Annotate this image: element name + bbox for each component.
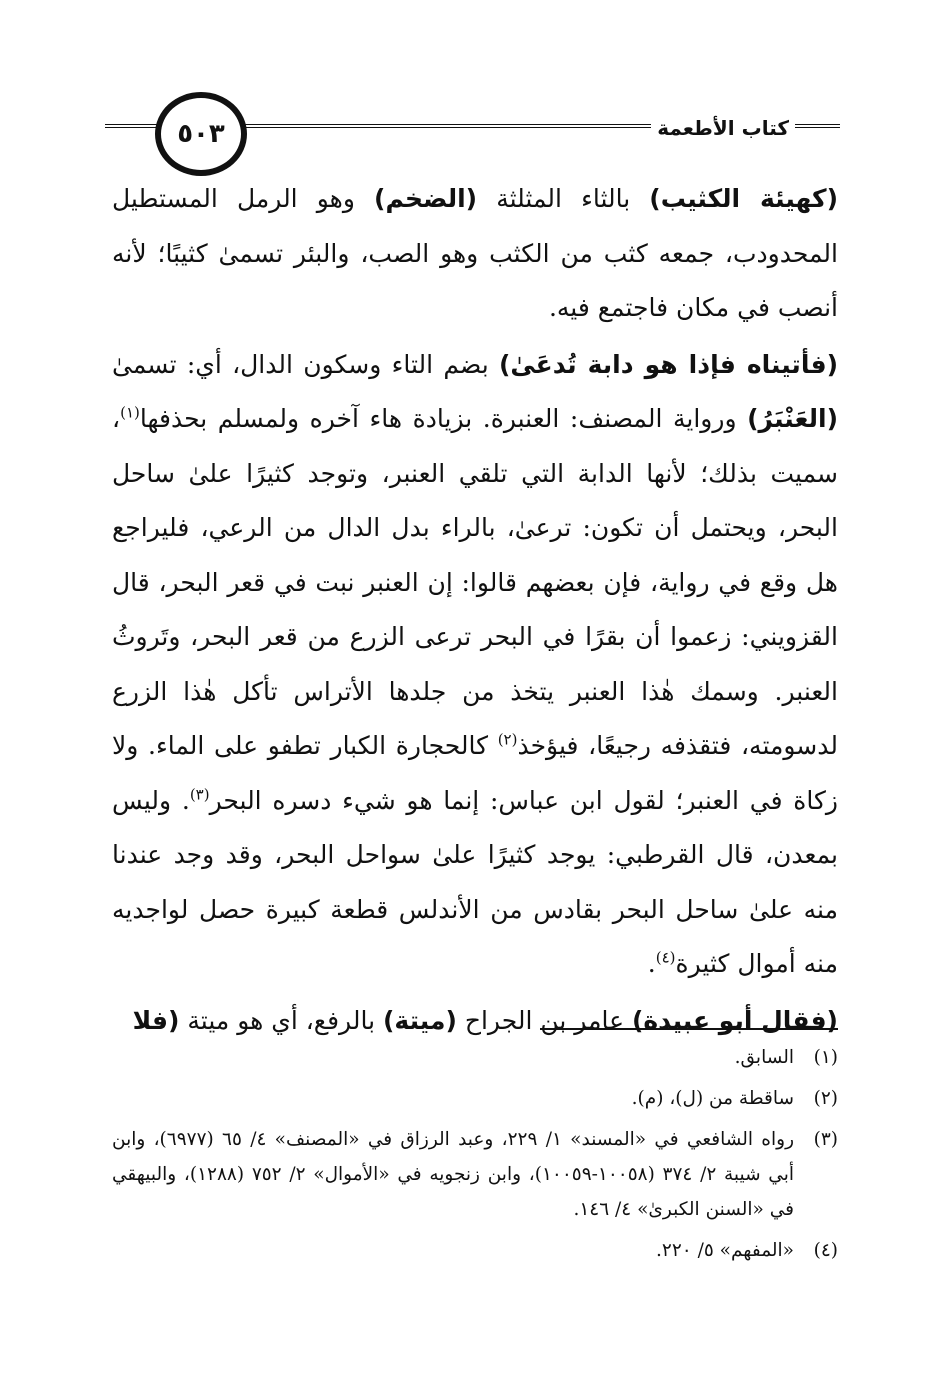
footnote-number: (٢) [813, 1088, 838, 1109]
footnote-number: (٤) [813, 1240, 838, 1261]
footnote-ref-4[interactable]: (٤) [655, 948, 676, 967]
commentary-text: ، سميت بذلك؛ لأنها الدابة التي تلقي العنبر، وتوجد كثيرًا علىٰ ساحل البحر، ويحتمل أن تكون: ترعىٰ، بالراء بدل الدال من الرعي، فليراجع هل وقع في رواية، فإن بعضهم قالوا: إن العنبر نبت في قعر البحر، قال القزويني: زعموا أن بقرًا في البحر ترعى الزرع من قعر البحر، وتَروثُ العنبر. وسمك هٰذا العنبر يتخذ من جلدها الأتراس تأكل هٰذا الزرع لدسومته، فتقذفه رجيعًا، فيؤخذ [112, 404, 838, 760]
quoted-text: (فقال أبو عبيدة) [631, 1005, 838, 1035]
page-number: ٥٠٣ [155, 92, 247, 176]
footnote-text: السابق. [734, 1047, 794, 1068]
footnote-1 [112, 1040, 838, 1075]
commentary-text: كالحجارة الكبار تطفو على الماء. ولا زكاة في العنبر؛ لقول ابن عباس: إنما هو شيء دسره البحر [112, 731, 838, 815]
commentary-text: بالثاء المثلثة [477, 184, 650, 213]
footnote-ref-2[interactable]: (٢) [497, 730, 518, 749]
footnote-text: رواه الشافعي في «المسند» ١/ ٢٢٩، وعبد الرزاق في «المصنف» ٤/ ٦٥ (٦٩٧٧)، وابن أبي شيبة ٢/ ٣٧٤ (١٠٠٥٨-١٠٠٥٩)، وابن زنجويه في «الأموال» ٢/ ٧٥٢ (١٢٨٨)، والبيهقي في «السنن الكبرىٰ» ٤/ ١٤٦. [112, 1129, 795, 1220]
footnote-number: (٣) [813, 1129, 838, 1150]
quoted-text: (فأتيناه فإذا هو دابة تُدعَىٰ) [498, 349, 838, 379]
footnote-divider [540, 1028, 838, 1030]
running-title: كتاب الأطعمة [651, 116, 795, 140]
footnote-number: (١) [813, 1047, 838, 1068]
page-header [105, 92, 840, 172]
quoted-text: (ميتة) [382, 1005, 457, 1035]
footnote-ref-1[interactable]: (١) [120, 403, 140, 422]
quoted-text: (فلا [132, 1005, 180, 1035]
commentary-text: عامر بن الجراح [456, 1005, 632, 1035]
quoted-text: (العَنْبَرُ) [747, 404, 838, 433]
footnote-2 [112, 1081, 838, 1116]
commentary-text: بالرفع، أي هو ميتة [179, 1005, 383, 1035]
commentary-text: بضم التاء وسكون الدال، أي: تسمىٰ [112, 349, 499, 379]
footnote-3 [112, 1122, 838, 1227]
footnote-text: ساقطة من (ل)، (م). [631, 1088, 794, 1109]
commentary-text: . وليس بمعدن، قال القرطبي: يوجد كثيرًا علىٰ سواحل البحر، وقد وجد عندنا منه علىٰ ساحل البحر بقادس من الأندلس قطعة كبيرة حصل لواجديه منه أموال كثيرة [112, 785, 838, 978]
footnote-4 [112, 1233, 838, 1268]
quoted-text: (الضخم) [374, 184, 478, 213]
commentary-text: وهو الرمل المستطيل المحدودب، جمعه كثب من الكثب وهو الصب، والبئر تسمىٰ كثيبًا؛ لأنه أنصب في مكان فاجتمع فيه. [112, 184, 838, 322]
main-text [112, 172, 838, 1048]
paragraph-1 [112, 172, 838, 336]
footnote-ref-3[interactable]: (٣) [189, 785, 210, 804]
footnote-text: «المفهم» ٥/ ٢٢٠. [656, 1240, 794, 1261]
footnotes [112, 1040, 838, 1274]
paragraph-2 [112, 338, 838, 992]
quoted-text: (كهيئة الكثيب) [649, 184, 838, 213]
commentary-text: ورواية المصنف: العنبرة. بزيادة هاء آخره ولمسلم بحذفها [139, 404, 748, 433]
commentary-text: . [647, 949, 656, 978]
